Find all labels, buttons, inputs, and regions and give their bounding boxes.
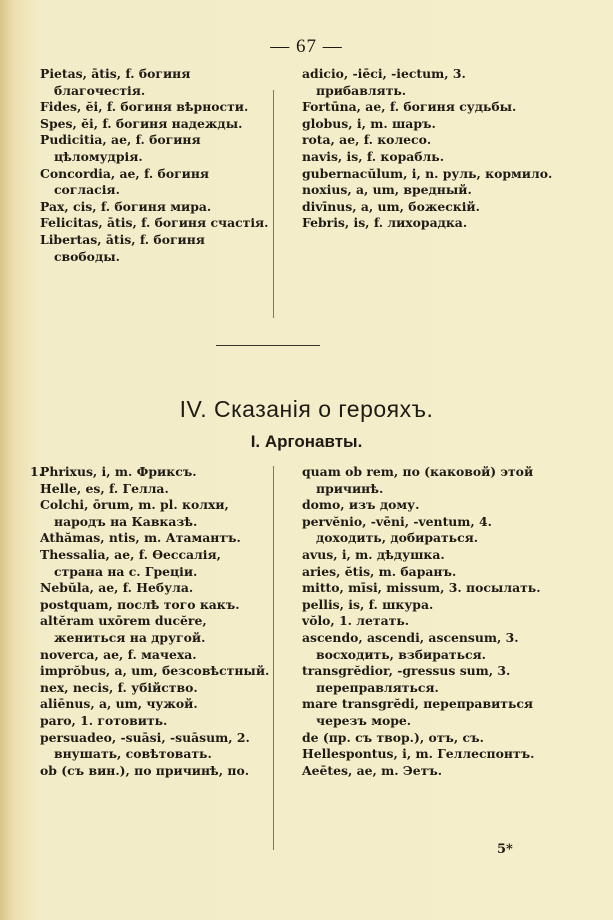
glossary-bottom-right (302, 464, 558, 779)
column-divider (273, 466, 274, 850)
glossary-entry: vŏlo, 1. летать. (302, 613, 410, 629)
section-divider (216, 345, 320, 346)
glossary-entry: pervĕnio, -vēni, -ventum, 4. доходить, добираться. (302, 513, 492, 546)
glossary-entry: Nebŭla, ae, f. Небула. (40, 580, 194, 596)
glossary-entry: Fortūna, ae, f. богиня судьбы. (302, 99, 517, 115)
glossary-entry: gubernacŭlum, i, n. руль, кормило. (302, 165, 553, 181)
glossary-entry: navis, is, f. корабль. (302, 148, 445, 164)
glossary-entry: Libertas, ātis, f. богиня свободы. (40, 231, 205, 264)
glossary-entry: noverca, ae, f. мачеха. (40, 646, 197, 662)
column-divider (273, 90, 274, 318)
page-number: — 67 — (270, 36, 343, 57)
glossary-bottom-left (40, 464, 274, 779)
glossary-entry: Concordia, ae, f. богиня согласія. (40, 165, 210, 198)
glossary-entry: Aeētes, ae, m. Эетъ. (302, 762, 443, 778)
glossary-entry: de (пр. съ твор.), отъ, съ. (302, 729, 484, 745)
glossary-entry: transgrĕdior, -gressus sum, 3. переправляться. (302, 663, 511, 695)
glossary-top-right (302, 66, 554, 232)
glossary-entry: rota, ae, f. колесо. (302, 132, 432, 148)
glossary-entry: noxius, a, um, вредный. (302, 182, 472, 198)
glossary-entry: ob (съ вин.), по причинѣ, по. (40, 762, 250, 778)
glossary-entry: Felicitas, ātis, f. богиня счастія. (40, 215, 269, 231)
glossary-entry: nex, necis, f. убійство. (40, 679, 198, 695)
glossary-entry: Helle, es, f. Гелла. (40, 480, 169, 496)
glossary-entry: Colchi, ōrum, m. pl. колхи, народъ на Кавказѣ. (40, 497, 229, 529)
glossary-entry: globus, i, m. шаръ. (302, 115, 436, 131)
glossary-entry: Pax, cis, f. богиня мира. (40, 198, 212, 214)
glossary-entry: Febris, is, f. лихорадка. (302, 215, 468, 231)
glossary-entry: aries, ĕtis, m. баранъ. (302, 563, 457, 579)
signature-mark: 5* (497, 842, 513, 857)
glossary-entry: pellis, is, f. шкура. (302, 596, 434, 612)
glossary-entry: Hellespontus, i, m. Геллеспонтъ. (302, 746, 535, 762)
glossary-entry: aliēnus, a, um, чужой. (40, 696, 198, 712)
paragraph-number: 1. (30, 464, 43, 479)
glossary-entry: divīnus, a, um, божескій. (302, 198, 480, 214)
glossary-entry: Phrixus, i, m. Фриксъ. (40, 464, 197, 479)
glossary-entry: adicio, -iēci, -iectum, 3. прибавлять. (302, 66, 466, 98)
glossary-entry: Pietas, ātis, f. богиня благочестія. (40, 66, 191, 98)
section-title: IV. Сказанія о герояхъ. (179, 396, 434, 422)
glossary-entry: postquam, послѣ того какъ. (40, 596, 240, 612)
glossary-entry: paro, 1. готовить. (40, 712, 168, 728)
glossary-entry: altĕram uxōrem ducĕre, жениться на другой. (40, 613, 207, 645)
glossary-entry: Athămas, ntis, m. Атамантъ. (40, 530, 241, 546)
glossary-top-left (40, 66, 270, 265)
glossary-entry: Pudicitia, ae, f. богиня цѣломудрія. (40, 132, 201, 164)
glossary-entry: quam ob rem, по (каковой) этой причинѣ. (302, 464, 534, 496)
glossary-entry: ascendo, ascendi, ascensum, 3. восходить, взбираться. (302, 629, 519, 662)
glossary-entry: domo, изъ дому. (302, 497, 420, 513)
glossary-entry: Spes, ĕi, f. богиня надежды. (40, 115, 243, 131)
glossary-entry: avus, i, m. дѣдушка. (302, 546, 445, 562)
glossary-entry: Fides, ĕi, f. богиня вѣрности. (40, 99, 249, 115)
glossary-entry: Thessalia, ae, f. Өессалія, страна на с. Греціи. (40, 546, 221, 579)
glossary-entry: mare transgrĕdi, переправиться черезъ море. (302, 696, 534, 728)
glossary-entry: mitto, mīsi, missum, 3. посылать. (302, 580, 541, 596)
glossary-entry: imprŏbus, a, um, безсовѣстный. (40, 663, 270, 679)
subsection-title: I. Аргонавты. (250, 432, 363, 451)
glossary-entry: persuadeo, -suāsi, -suāsum, 2. внушать, совѣтовать. (40, 729, 250, 762)
